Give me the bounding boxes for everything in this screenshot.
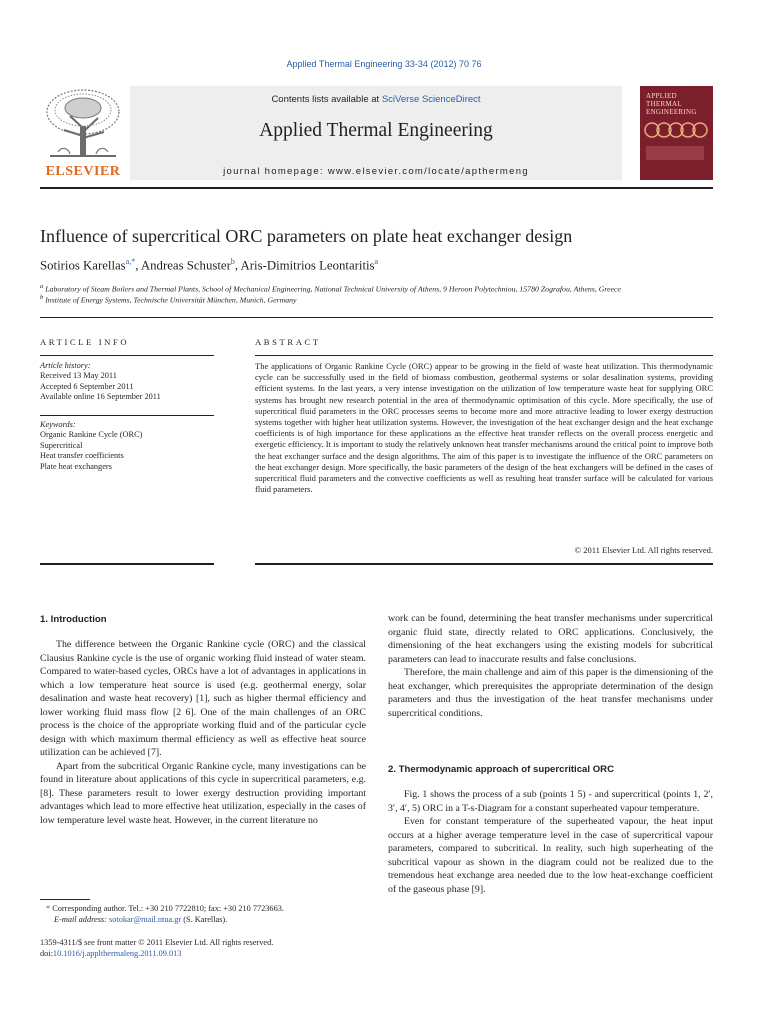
affiliation: $^b$ Institute of Energy Systems, Technische Universität München, Munich, Germany: [40, 294, 297, 305]
article-info-heading: ARTICLE INFO: [40, 337, 130, 347]
header-rule: [40, 187, 713, 189]
right-column-section2: [388, 788, 713, 896]
journal-homepage[interactable]: journal homepage: www.elsevier.com/locate/apthermeng: [223, 166, 529, 177]
elsevier-logo: [40, 86, 126, 180]
journal-banner: [130, 86, 622, 180]
left-column: [40, 638, 366, 827]
footnote: * Corresponding author. Tel.: +30 210 7722810; fax: +30 210 7723663. E-mail address: sotokar@mail.ntua.gr (S. Karellas).: [46, 904, 284, 924]
doi-link[interactable]: 10.1016/j.applthermaleng.2011.09.013: [52, 949, 182, 958]
abstract-bottom-rule: [255, 563, 713, 565]
author-name[interactable]: Andreas Schuster: [140, 258, 231, 273]
right-column: [388, 612, 713, 720]
paragraph: Fig. 1 shows the process of a sub (points 1 5) - and supercritical (points 1, 2′, 3′, 4′, 5) ORC in a T-s-Diagram for a constant superheated vapour temperature.: [388, 789, 713, 814]
info-divider: [40, 355, 214, 356]
journal-name: Applied Thermal Engineering: [259, 120, 493, 141]
paragraph: work can be found, determining the heat transfer mechanisms under supercritical organic fluid state, directly related to ORC applications. Conclusively, the dimensioning of the heat exchangers using the existing models for subcritical parameters can lead to inaccurate results and false conclusions.: [388, 613, 713, 665]
keyword: Organic Rankine Cycle (ORC): [40, 430, 143, 440]
cover-title: APPLIED THERMAL ENGINEERING: [646, 92, 697, 116]
section-heading: 1. Introduction: [40, 614, 107, 625]
author-sup[interactable]: a,*: [125, 257, 136, 266]
affiliation: $^a$ Laboratory of Steam Boilers and Thermal Plants, School of Mechanical Engineering, National Technical University of Athens, 9 Heroon Polytechniou, 15780 Zografou, Athens, Greece: [40, 283, 621, 294]
keyword: Plate heat exchangers: [40, 461, 112, 471]
keyword: Supercritical: [40, 440, 83, 450]
keywords: Keywords: Organic Rankine Cycle (ORC) Supercritical Heat transfer coefficients Plate heat exchangers: [40, 420, 214, 472]
footnote-rule: [40, 899, 90, 900]
tree-icon: [40, 86, 126, 162]
article-title: Influence of supercritical ORC parameters on plate heat exchanger design: [40, 226, 573, 246]
paragraph: Apart from the subcritical Organic Rankine cycle, many investigations can be found in literature about applications of this cycle in supercritical parameters, e.g. [8]. These parameters result to lower exergy destruction providing important advantages which lead to more effective heat utilization, especially in the cases of low temperature level waste heat. However, in the current literature no: [40, 760, 366, 826]
sciencedirect-link[interactable]: SciVerse ScienceDirect: [381, 94, 481, 105]
journal-cover: [640, 86, 713, 180]
article-history: Article history: Received 13 May 2011 Accepted 6 September 2011 Available online 16 September 2011: [40, 361, 161, 402]
paragraph: The difference between the Organic Rankine cycle (ORC) and the classical Clausius Rankine cycle is the use of organic working fluid instead of water steam. Compared to water-based cycles, ORCs have a lot of advantages in applications in which a low temperature heat source is used (e.g. geothermal energy, solar desalination and waste heat recovery) [1], such as higher thermal efficiency and lower working fluid mass flow [2 6]. One of the main challenges of an ORC process is the choice of the appropriate working fluid and of the particular cycle design with which maximum thermal efficiency as well as effective heat source utilization can be achieved [7].: [40, 639, 366, 758]
abstract-heading: ABSTRACT: [255, 337, 321, 347]
email-link[interactable]: sotokar@mail.ntua.gr: [109, 915, 182, 924]
abstract-text: The applications of Organic Rankine Cycle (ORC) appear to be growing in the field of waste heat utilization. This thermodynamic cycle can be successfully used in the field of biomass combustion, geothermal systems or solar desalination systems, providing efficient systems. In the last years, a very intense investigation on the utilization of low temperature waste heat for supplying ORC systems has brought new research potential in the area of thermodynamic optimisation of this cycle. More specifically, the use of supercritical fluid parameters in the ORC processes seems to become more and more attractive leading to lower exergy destruction systems together with higher heat utilization systems. However, the investigation of the heat exchanger design and the heat exchange coefficients is of high importance for these applications as the effective heat transfer reflects on the overall process energetic and exergetic efficiency. It is important to study the relatively unknown heat transfer mechanisms around the critical point to improve both the heat exchanger surface and the design algorithms. The aim of this paper is to investigate the influence of the ORC parameters on the heat exchanger design. More specifically, the basic parameters of the design of the heat exchangers will be defined in the cases of supercritical fluid parameters and the convective coefficients as well as resulting heat transfer surface will be calculated for various fluid parameters.: [255, 361, 713, 495]
cover-strip: [646, 146, 704, 160]
publication-info: 1359-4311/$ see front matter © 2011 Elsevier Ltd. All rights reserved. doi:10.1016/j.applthermaleng.2011.09.013: [40, 938, 274, 958]
paragraph: Even for constant temperature of the superheated vapour, the heat input occurs at a higher average temperature level in the case of supercritical vapour parameters, compared to subcritical. In reality, such high superheating of the subcritical vapour as shown in the diagram could not be realized due to the tremendous heat exchange area needed due to the low heat-exchange coefficient of the gaseous phase [9].: [388, 816, 713, 895]
author-list: Sotirios Karellas$^{a,*}$, Andreas Schuster$^b$, Aris-Dimitrios Leontaritis$^a$: [40, 257, 379, 273]
author-sup[interactable]: b: [230, 257, 235, 266]
author-name[interactable]: Sotirios Karellas: [40, 258, 126, 273]
cover-rings-icon: [644, 120, 709, 140]
abstract-divider: [255, 355, 713, 356]
contents-line: Contents lists available at SciVerse ScienceDirect: [271, 94, 481, 105]
info-bottom-rule: [40, 563, 214, 565]
info-divider: [40, 415, 214, 416]
copyright: © 2011 Elsevier Ltd. All rights reserved.: [574, 545, 713, 555]
publisher-name: ELSEVIER: [45, 164, 121, 179]
title-rule: [40, 317, 713, 318]
keyword: Heat transfer coefficients: [40, 451, 124, 461]
journal-citation[interactable]: Applied Thermal Engineering 33-34 (2012) 70 76: [286, 59, 482, 69]
author-sup[interactable]: a: [374, 257, 379, 266]
paragraph: Therefore, the main challenge and aim of this paper is the dimensioning of the heat exchanger, which prerequisites the appropriate determination of the design parameters and thus the investigation of the heat transfer mechanisms under supercritical conditions.: [388, 667, 713, 719]
author-name[interactable]: Aris-Dimitrios Leontaritis: [240, 258, 375, 273]
section-heading: 2. Thermodynamic approach of supercritical ORC: [388, 764, 615, 775]
